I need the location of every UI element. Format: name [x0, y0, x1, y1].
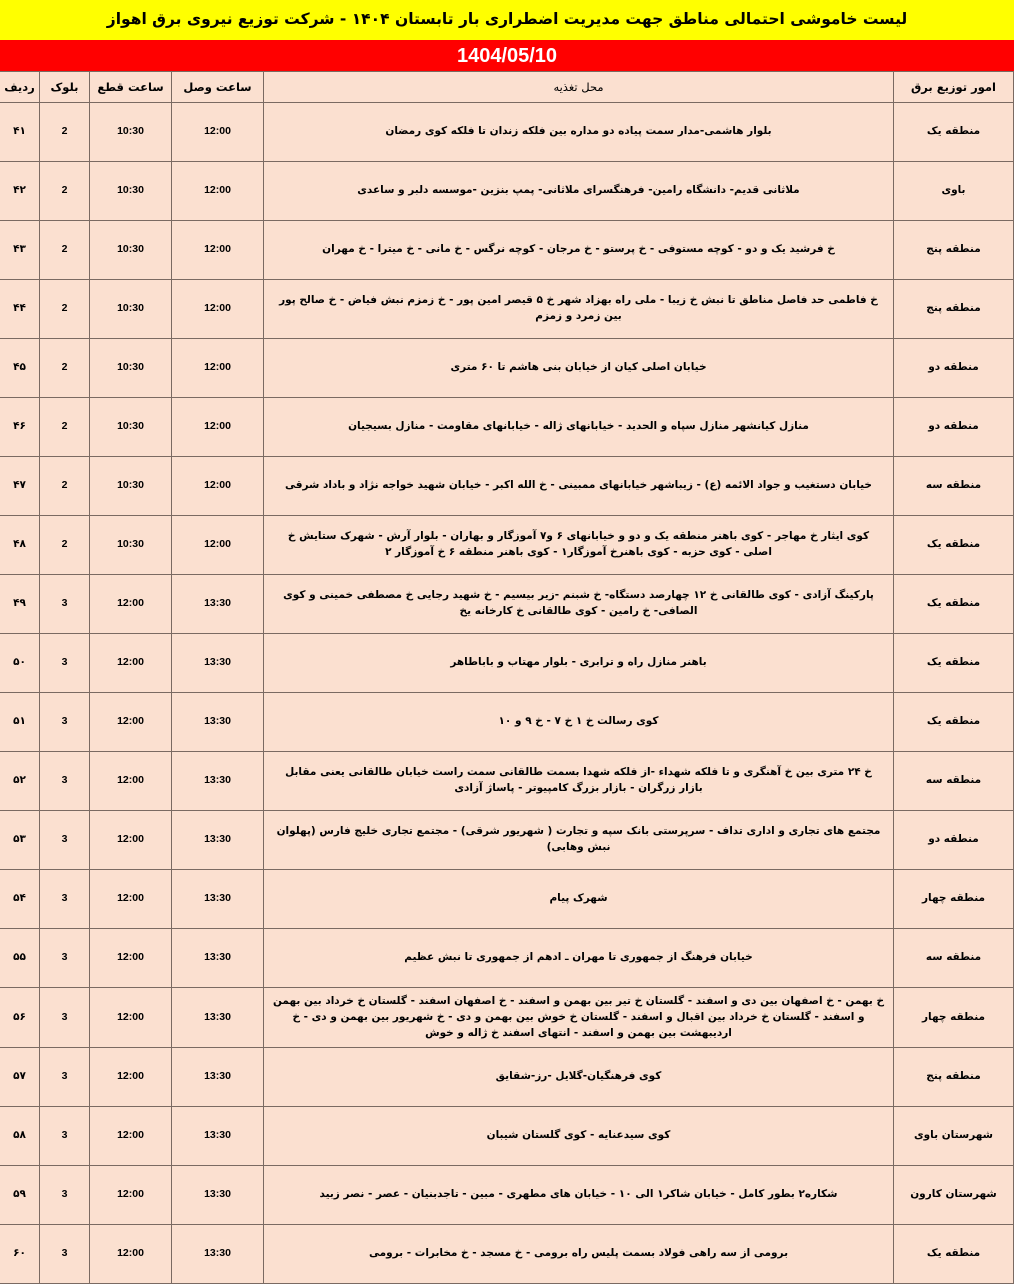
- cell-area: منطقه یک: [894, 575, 1014, 634]
- table-row: [0, 516, 1014, 575]
- cell-area: منطقه پنج: [894, 280, 1014, 339]
- table-row: [0, 339, 1014, 398]
- cell-area: منطقه پنج: [894, 1048, 1014, 1107]
- cell-place: کوی ایثار خ مهاجر - کوی باهنر منطقه یک و دو و خیابانهای ۶ و۷ آموزگار و بهاران - بلوار آرش - شهرک ستایش خ اصلی - کوی حزبه - کوی باهنرخ آموزگار۱ - کوی باهنر منطقه ۶ خ آموزگار ۲: [264, 516, 894, 575]
- cell-row: ۵۴: [0, 870, 40, 929]
- column-header-disconnect-time: ساعت قطع: [90, 72, 172, 103]
- cell-area: منطقه یک: [894, 693, 1014, 752]
- cell-area: منطقه یک: [894, 1225, 1014, 1284]
- cell-on: 13:30: [172, 575, 264, 634]
- cell-block: 3: [40, 752, 90, 811]
- cell-place: کوی رسالت خ ۱ خ ۷ - خ ۹ و ۱۰: [264, 693, 894, 752]
- table-row: [0, 575, 1014, 634]
- cell-block: 2: [40, 457, 90, 516]
- cell-area: باوی: [894, 162, 1014, 221]
- cell-area: منطقه سه: [894, 929, 1014, 988]
- cell-on: 13:30: [172, 1107, 264, 1166]
- table-row: [0, 280, 1014, 339]
- cell-block: 3: [40, 988, 90, 1048]
- table-row: [0, 870, 1014, 929]
- cell-off: 10:30: [90, 398, 172, 457]
- cell-place: منازل کیانشهر منازل سپاه و الحدید - خیابانهای ژاله - خیابانهای مقاومت - منازل بسیجیان: [264, 398, 894, 457]
- cell-block: 3: [40, 1225, 90, 1284]
- table-row: [0, 752, 1014, 811]
- cell-off: 10:30: [90, 162, 172, 221]
- table-row: [0, 693, 1014, 752]
- cell-place: خ فرشید یک و دو - کوچه مستوفی - خ پرستو - خ مرجان - کوچه نرگس - خ مانی - خ میترا - خ مهران: [264, 221, 894, 280]
- table-row: [0, 1048, 1014, 1107]
- cell-on: 13:30: [172, 634, 264, 693]
- cell-row: ۵۰: [0, 634, 40, 693]
- cell-row: ۵۹: [0, 1166, 40, 1225]
- cell-area: منطقه یک: [894, 103, 1014, 162]
- cell-row: ۶۰: [0, 1225, 40, 1284]
- cell-row: ۵۶: [0, 988, 40, 1048]
- column-header-place: محل تغذیه: [264, 72, 894, 103]
- cell-on: 13:30: [172, 693, 264, 752]
- schedule-date: 1404/05/10: [456, 44, 558, 67]
- cell-place: خیابان فرهنگ از جمهوری تا مهران ـ ادهم از جمهوری تا نبش عظیم: [264, 929, 894, 988]
- cell-place: پارکینگ آزادی - کوی طالقانی خ ۱۲ چهارصد دستگاه- خ شبنم -زیر بیسیم - خ شهید رجایی خ مصطفی خمینی و کوی الصافی- خ رامین - کوی طالقانی خ کارخانه یخ: [264, 575, 894, 634]
- cell-off: 12:00: [90, 575, 172, 634]
- cell-place: خیابان دستغیب و جواد الائمه (ع) - زیباشهر خیابانهای ممبینی - خ الله اکبر - خیابان شهید خواجه نژاد و باداد شرقی: [264, 457, 894, 516]
- table-header: [0, 72, 1014, 103]
- cell-place: شکاره۲ بطور کامل - خیابان شاکر۱ الی ۱۰ - خیابان های مطهری - مبین - تاجدبنیان - عصر - نصر زبید: [264, 1166, 894, 1225]
- cell-on: 12:00: [172, 457, 264, 516]
- table-row: [0, 988, 1014, 1048]
- cell-row: ۴۵: [0, 339, 40, 398]
- table-row: [0, 929, 1014, 988]
- cell-place: شهرک پیام: [264, 870, 894, 929]
- cell-block: 2: [40, 221, 90, 280]
- cell-block: 2: [40, 280, 90, 339]
- cell-row: ۴۱: [0, 103, 40, 162]
- cell-block: 3: [40, 1048, 90, 1107]
- cell-off: 10:30: [90, 221, 172, 280]
- cell-place: خ ۲۴ متری بین خ آهنگری و تا فلکه شهداء -از فلکه شهدا بسمت طالقانی سمت راست خیابان طالقانی یعنی مقابل بازار زرگران - بازار بزرگ کامپیوتر - پاساژ آزادی: [264, 752, 894, 811]
- cell-place: برومی از سه راهی فولاد بسمت پلیس راه برومی - خ مسجد - خ مخابرات - برومی: [264, 1225, 894, 1284]
- cell-area: منطقه دو: [894, 398, 1014, 457]
- cell-block: 3: [40, 1166, 90, 1225]
- cell-area: منطقه سه: [894, 752, 1014, 811]
- cell-place: کوی فرهنگیان-گلایل -رز-شقایق: [264, 1048, 894, 1107]
- cell-place: کوی سیدعنایه - کوی گلستان شیبان: [264, 1107, 894, 1166]
- cell-off: 10:30: [90, 280, 172, 339]
- cell-block: 3: [40, 1107, 90, 1166]
- cell-area: منطقه سه: [894, 457, 1014, 516]
- cell-off: 12:00: [90, 752, 172, 811]
- cell-block: 2: [40, 103, 90, 162]
- cell-area: شهرستان کارون: [894, 1166, 1014, 1225]
- cell-area: منطقه پنج: [894, 221, 1014, 280]
- cell-row: ۴۴: [0, 280, 40, 339]
- cell-block: 3: [40, 870, 90, 929]
- cell-on: 13:30: [172, 929, 264, 988]
- cell-off: 10:30: [90, 103, 172, 162]
- cell-block: 2: [40, 398, 90, 457]
- cell-row: ۴۹: [0, 575, 40, 634]
- cell-area: منطقه یک: [894, 516, 1014, 575]
- cell-area: شهرستان باوی: [894, 1107, 1014, 1166]
- cell-row: ۴۷: [0, 457, 40, 516]
- cell-block: 2: [40, 162, 90, 221]
- cell-row: ۵۵: [0, 929, 40, 988]
- cell-on: 12:00: [172, 162, 264, 221]
- outage-table: [0, 71, 1014, 1284]
- cell-block: 2: [40, 516, 90, 575]
- cell-off: 12:00: [90, 811, 172, 870]
- cell-off: 12:00: [90, 988, 172, 1048]
- header-row: [0, 72, 1014, 103]
- cell-block: 3: [40, 929, 90, 988]
- cell-on: 12:00: [172, 339, 264, 398]
- cell-area: منطقه چهار: [894, 988, 1014, 1048]
- cell-on: 12:00: [172, 398, 264, 457]
- cell-on: 12:00: [172, 221, 264, 280]
- cell-on: 13:30: [172, 870, 264, 929]
- table-row: [0, 811, 1014, 870]
- cell-on: 12:00: [172, 280, 264, 339]
- cell-row: ۵۲: [0, 752, 40, 811]
- page-title: لیست خاموشی احتمالی مناطق جهت مدیریت اضطراری بار تابستان ۱۴۰۴ - شرکت توزیع نیروی برق اهواز: [106, 9, 908, 28]
- column-header-area: امور توزیع برق: [894, 72, 1014, 103]
- table-row: [0, 103, 1014, 162]
- cell-on: 13:30: [172, 1225, 264, 1284]
- cell-off: 12:00: [90, 929, 172, 988]
- cell-row: ۴۸: [0, 516, 40, 575]
- cell-place: خ فاطمی حد فاصل مناطق تا نبش خ زیبا - ملی راه بهزاد شهر خ ۵ قیصر امین پور - خ زمزم نبش فیاض - خ صالح پور بین زمرد و زمزم: [264, 280, 894, 339]
- cell-row: ۵۱: [0, 693, 40, 752]
- cell-off: 10:30: [90, 516, 172, 575]
- table-row: [0, 634, 1014, 693]
- cell-block: 2: [40, 339, 90, 398]
- cell-off: 12:00: [90, 1048, 172, 1107]
- cell-row: ۴۳: [0, 221, 40, 280]
- cell-off: 12:00: [90, 693, 172, 752]
- cell-on: 12:00: [172, 103, 264, 162]
- cell-area: منطقه یک: [894, 634, 1014, 693]
- title-banner: [0, 0, 1014, 40]
- cell-block: 3: [40, 693, 90, 752]
- column-header-block: بلوک: [40, 72, 90, 103]
- cell-off: 12:00: [90, 634, 172, 693]
- cell-area: منطقه دو: [894, 339, 1014, 398]
- cell-block: 3: [40, 575, 90, 634]
- cell-place: خیابان اصلی کیان از خیابان بنی هاشم تا ۶۰ متری: [264, 339, 894, 398]
- cell-off: 12:00: [90, 1166, 172, 1225]
- cell-on: 13:30: [172, 1048, 264, 1107]
- cell-row: ۴۶: [0, 398, 40, 457]
- table-row: [0, 221, 1014, 280]
- column-header-row-number: ردیف: [0, 72, 40, 103]
- cell-place: باهنر منازل راه و ترابری - بلوار مهتاب و باباطاهر: [264, 634, 894, 693]
- cell-off: 12:00: [90, 870, 172, 929]
- table-row: [0, 1107, 1014, 1166]
- table-body: [0, 103, 1014, 1284]
- cell-place: خ بهمن - خ اصفهان بین دی و اسفند - گلستان خ تیر بین بهمن و اسفند - خ اصفهان اسفند - گلستان خ خرداد بین بهمن و اسفند - گلستان خ خرداد بین اقبال و اسفند - گلستان خ خوش بین بهمن و دی - خ شهریور بین بهمن و دی - خ اردیبهشت بین بهمن و اسفند - انتهای اسفند خ ژاله و خوش: [264, 988, 894, 1048]
- cell-place: بلوار هاشمی-مدار سمت پیاده دو مداره بین فلکه زندان تا فلکه کوی رمضان: [264, 103, 894, 162]
- table-row: [0, 162, 1014, 221]
- cell-block: 3: [40, 811, 90, 870]
- cell-off: 10:30: [90, 339, 172, 398]
- cell-row: ۵۷: [0, 1048, 40, 1107]
- table-row: [0, 1166, 1014, 1225]
- cell-on: 12:00: [172, 516, 264, 575]
- table-row: [0, 1225, 1014, 1284]
- table-row: [0, 457, 1014, 516]
- cell-row: ۵۳: [0, 811, 40, 870]
- cell-area: منطقه چهار: [894, 870, 1014, 929]
- date-banner: [0, 40, 1014, 71]
- cell-row: ۴۲: [0, 162, 40, 221]
- cell-off: 10:30: [90, 457, 172, 516]
- cell-on: 13:30: [172, 1166, 264, 1225]
- cell-place: مجتمع های تجاری و اداری تداف - سرپرستی بانک سپه و تجارت ( شهریور شرقی) - مجتمع تجاری خلیج فارس (پهلوان نبش وهابی): [264, 811, 894, 870]
- cell-block: 3: [40, 634, 90, 693]
- cell-off: 12:00: [90, 1225, 172, 1284]
- cell-off: 12:00: [90, 1107, 172, 1166]
- cell-place: ملاثانی قدیم- دانشگاه رامین- فرهنگسرای ملاثانی- پمپ بنزین -موسسه دلبر و ساعدی: [264, 162, 894, 221]
- table-row: [0, 398, 1014, 457]
- cell-row: ۵۸: [0, 1107, 40, 1166]
- column-header-reconnect-time: ساعت وصل: [172, 72, 264, 103]
- cell-on: 13:30: [172, 752, 264, 811]
- cell-on: 13:30: [172, 811, 264, 870]
- cell-on: 13:30: [172, 988, 264, 1048]
- cell-area: منطقه دو: [894, 811, 1014, 870]
